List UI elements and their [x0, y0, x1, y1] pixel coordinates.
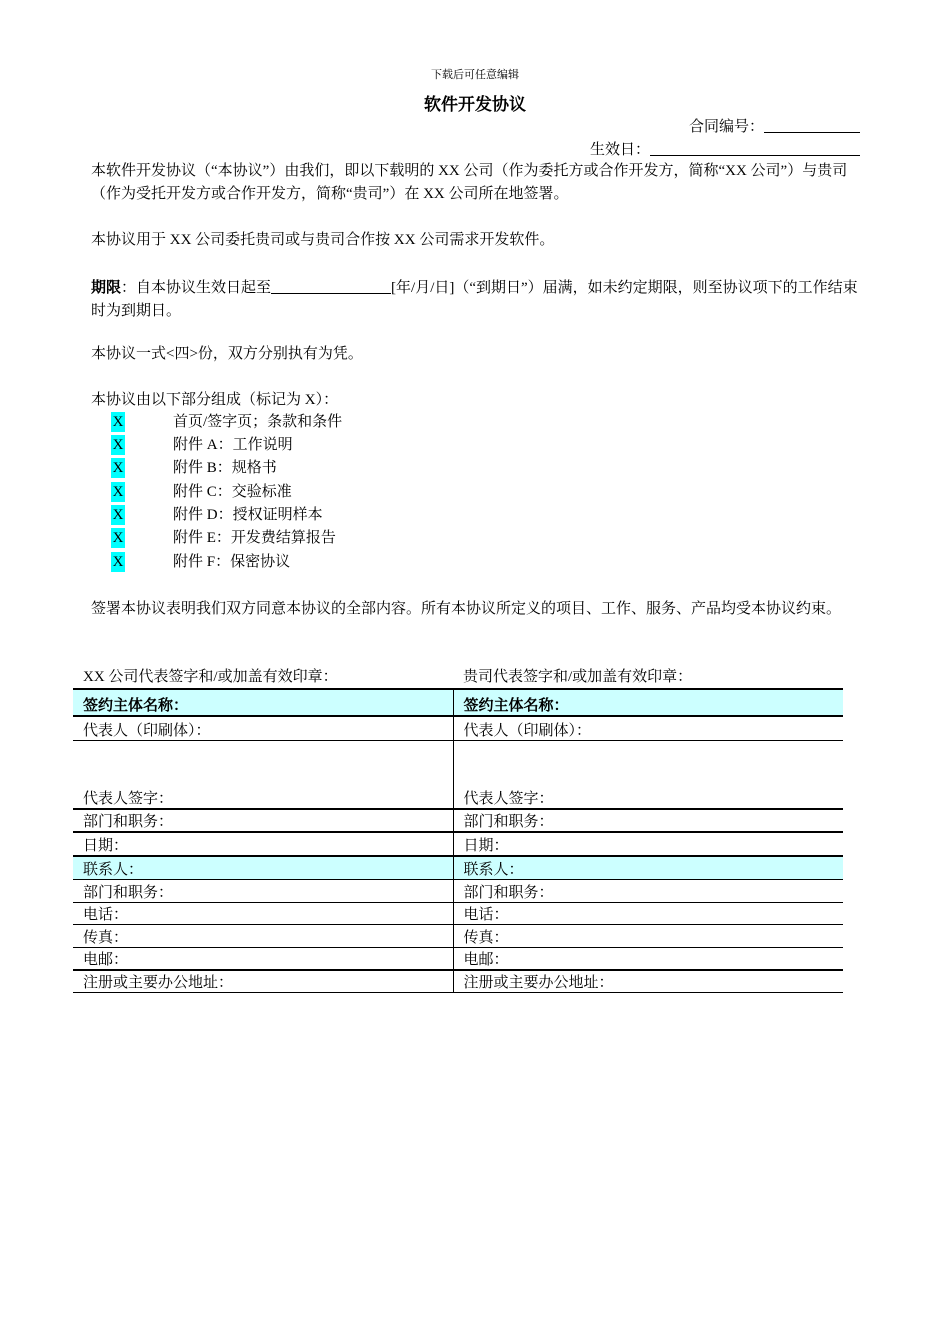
- checkbox-mark[interactable]: X: [112, 414, 124, 430]
- table-row: [73, 832, 843, 856]
- list-item: [111, 528, 336, 548]
- part-label: 附件 B：规格书: [173, 460, 277, 476]
- term-text-after: [年/月/日]（“到期日”）届满，如未约定期限，则至协议项下的工作结束时为到期日。: [91, 280, 858, 319]
- watermark-text: 下载后可任意编辑: [431, 69, 519, 81]
- table-row: [73, 689, 843, 716]
- list-item: [111, 505, 323, 525]
- part-label: 附件 F：保密协议: [173, 554, 291, 570]
- address-field[interactable]: 注册或主要办公地址：: [73, 970, 453, 993]
- checkbox-mark[interactable]: X: [112, 437, 124, 453]
- contact-dept-field[interactable]: 部门和职务：: [73, 879, 453, 902]
- rep-signature-field[interactable]: 代表人签字：: [73, 740, 453, 809]
- part-label: 附件 E：开发费结算报告: [173, 530, 336, 546]
- date-field[interactable]: 日期：: [453, 832, 843, 856]
- list-item: [111, 482, 292, 502]
- checkbox-mark[interactable]: X: [112, 484, 124, 500]
- signature-table: [73, 688, 843, 993]
- table-row: [73, 879, 843, 902]
- table-row: [73, 856, 843, 879]
- list-item: [111, 435, 293, 455]
- list-item: [111, 458, 277, 478]
- contact-field[interactable]: 联系人：: [73, 856, 453, 879]
- dept-title-field[interactable]: 部门和职务：: [73, 809, 453, 832]
- entity-name-field[interactable]: 签约主体名称：: [73, 689, 453, 716]
- date-field[interactable]: 日期：: [73, 832, 453, 856]
- list-item: [111, 412, 343, 432]
- rep-print-field[interactable]: 代表人（印刷体）：: [73, 716, 453, 740]
- part-label: 附件 A：工作说明: [173, 437, 293, 453]
- fax-field[interactable]: 传真：: [73, 924, 453, 947]
- phone-field[interactable]: 电话：: [73, 902, 453, 924]
- table-row: [73, 970, 843, 993]
- part-label: 首页/签字页；条款和条件: [173, 414, 343, 430]
- rep-print-field[interactable]: 代表人（印刷体）：: [453, 716, 843, 740]
- expiry-date-blank[interactable]: [271, 279, 391, 294]
- term-text-before: ：自本协议生效日起至: [121, 280, 272, 296]
- party-a-signature-heading: XX 公司代表签字和/或加盖有效印章：: [83, 669, 338, 685]
- email-field[interactable]: 电邮：: [453, 947, 843, 970]
- effective-date-label: 生效日：: [589, 142, 650, 158]
- contact-field[interactable]: 联系人：: [453, 856, 843, 879]
- address-field[interactable]: 注册或主要办公地址：: [453, 970, 843, 993]
- effective-date-blank[interactable]: [650, 141, 860, 156]
- term-label: 期限: [91, 278, 122, 296]
- part-label: 附件 C：交验标准: [173, 484, 292, 500]
- intro-paragraph: 本软件开发协议（“本协议”）由我们，即以下载明的 XX 公司（作为委托方或合作开发方，简称“XX 公司”）与贵司（作为受托开发方或合作开发方，简称“贵司”）在 XX 公司所在地签署。: [91, 163, 848, 202]
- entity-name-field[interactable]: 签约主体名称：: [453, 689, 843, 716]
- table-row: [73, 924, 843, 947]
- email-field[interactable]: 电邮：: [73, 947, 453, 970]
- checkbox-mark[interactable]: X: [112, 530, 124, 546]
- contract-number-blank[interactable]: [764, 118, 860, 133]
- table-row: [73, 947, 843, 970]
- rep-signature-field[interactable]: 代表人签字：: [453, 740, 843, 809]
- party-b-signature-heading: 贵司代表签字和/或加盖有效印章：: [463, 669, 693, 685]
- table-row: [73, 809, 843, 832]
- checkbox-mark[interactable]: X: [112, 507, 124, 523]
- term-paragraph: [91, 276, 861, 323]
- part-label: 附件 D：授权证明样本: [173, 507, 323, 523]
- contact-dept-field[interactable]: 部门和职务：: [453, 879, 843, 902]
- document-title: 软件开发协议: [424, 95, 526, 115]
- parts-intro: 本协议由以下部分组成（标记为 X）：: [91, 392, 339, 408]
- purpose-paragraph: 本协议用于 XX 公司委托贵司或与贵司合作按 XX 公司需求开发软件。: [91, 232, 555, 248]
- contract-number-line: [689, 115, 860, 136]
- copies-paragraph: 本协议一式<四>份，双方分别执有为凭。: [91, 346, 363, 362]
- phone-field[interactable]: 电话：: [453, 902, 843, 924]
- table-row: [73, 902, 843, 924]
- effective-date-line: [590, 138, 860, 159]
- checkbox-mark[interactable]: X: [112, 460, 124, 476]
- table-row: [73, 716, 843, 740]
- list-item: [111, 552, 291, 572]
- checkbox-mark[interactable]: X: [112, 554, 124, 570]
- contract-number-label: 合同编号：: [688, 119, 764, 135]
- dept-title-field[interactable]: 部门和职务：: [453, 809, 843, 832]
- table-row: [73, 740, 843, 809]
- fax-field[interactable]: 传真：: [453, 924, 843, 947]
- closing-paragraph: 签署本协议表明我们双方同意本协议的全部内容。所有本协议所定义的项目、工作、服务、产品均受本协议约束。: [91, 601, 842, 617]
